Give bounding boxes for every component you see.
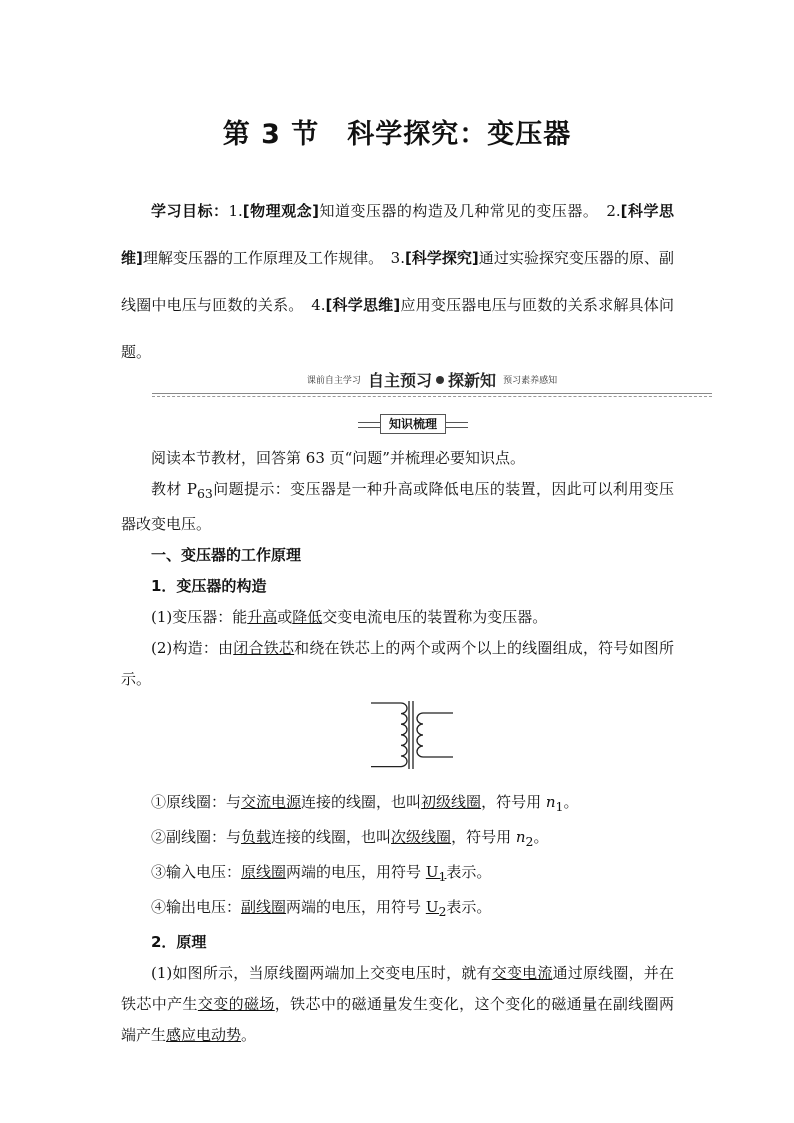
banner-dashed-rule	[152, 396, 712, 397]
banner-title-2: 探新知	[448, 371, 497, 390]
knowledge-tag	[358, 414, 468, 434]
coil2-e: ，符号用	[451, 828, 516, 846]
coil2-end: 。	[533, 828, 549, 846]
coil2-a: ②副线圈：与	[151, 828, 242, 846]
coil4-c: 两端的电压，用符号	[286, 898, 426, 916]
coil1-a: ①原线圈：与	[151, 793, 242, 811]
banner-rule	[152, 393, 712, 394]
banner-right-text: 预习素养感知	[503, 376, 558, 386]
output-voltage-item	[121, 892, 674, 927]
hint-text: 问题提示：变压器是一种升高或降低电压的装置，因此可以利用变压器改变电压。	[121, 480, 674, 533]
learning-goals	[121, 188, 674, 376]
coil1-subscript: 1	[555, 799, 564, 814]
coil4-a: ④输出电压：	[151, 898, 242, 916]
banner-content	[152, 368, 712, 391]
coil2-b-underlined: 负载	[241, 828, 272, 846]
section-banner	[152, 368, 712, 400]
coil2-symbol: n	[515, 828, 526, 846]
goals-label: 学习目标：	[151, 202, 229, 220]
coil2-c: 连接的线圈，也叫	[271, 828, 392, 846]
page-title: 第 3 节 科学探究：变压器	[222, 119, 572, 150]
coil4-end: 表示。	[446, 898, 492, 916]
p1-c: 或	[277, 608, 293, 626]
secondary-coil-item	[121, 822, 674, 857]
goal-1-text: 知道变压器的构造及几种常见的变压器。	[318, 202, 607, 220]
goal-4-tag: [科学思维]	[325, 296, 401, 314]
p3-d-underlined: 交变的磁场	[197, 995, 275, 1013]
coil3-a: ③输入电压：	[151, 863, 242, 881]
banner-title-1: 自主预习	[367, 371, 432, 390]
goal-2-text: 理解变压器的工作原理及工作规律。	[142, 249, 391, 267]
p3-g: 。	[241, 1026, 257, 1044]
p1-b-underlined: 升高	[247, 608, 278, 626]
coil1-e: ，符号用	[481, 793, 546, 811]
goal-2-number: 2.	[606, 202, 621, 220]
goal-4-text: 应用变压器电压与匝数的关系求解具体问题。	[121, 296, 674, 361]
primary-coil-item	[121, 787, 674, 822]
transformer-symbol-figure	[121, 695, 674, 787]
goal-1-tag: [物理观念]	[242, 202, 319, 220]
goal-2-tag: [科学思维]	[121, 202, 674, 267]
section-heading-1: 一、变压器的工作原理	[151, 546, 302, 564]
intro-paragraph: 阅读本节教材，回答第 63 页“问题”并梳理必要知识点。	[151, 449, 525, 467]
coil4-subscript: 2	[438, 904, 447, 919]
goal-1-number: 1.	[228, 202, 243, 220]
p1-a: (1)变压器：能	[151, 608, 248, 626]
hint-subscript: 63	[196, 486, 213, 501]
goal-3-text: 通过实验探究变压器的原、副线圈中电压与匝数的关系。	[121, 249, 674, 314]
p2-b-underlined: 闭合铁芯	[233, 639, 295, 657]
subheading-principle: 2．原理	[151, 933, 207, 951]
coil1-symbol: n	[545, 793, 556, 811]
coil3-subscript: 1	[438, 869, 447, 884]
p1-d-underlined: 降低	[292, 608, 323, 626]
transformer-symbol-icon	[371, 699, 461, 771]
goal-3-tag: [科学探究]	[404, 249, 479, 267]
p3-a: (1)如图所示，当原线圈两端加上交变电压时，就有	[151, 964, 492, 982]
tag-label: 知识梳理	[380, 414, 446, 434]
hint-prefix: 教材 P	[151, 480, 197, 498]
body-text	[121, 443, 674, 1051]
coil3-symbol-wrapper	[425, 863, 447, 884]
paragraph-transformer-def	[121, 602, 674, 633]
coil3-symbol: U	[425, 863, 439, 881]
coil4-b-underlined: 副线圈	[241, 898, 287, 916]
p2-a: (2)构造：由	[151, 639, 234, 657]
coil1-b-underlined: 交流电源	[241, 793, 302, 811]
subheading-structure: 1．变压器的构造	[151, 577, 267, 595]
coil1-c: 连接的线圈，也叫	[301, 793, 422, 811]
hint-paragraph	[121, 474, 674, 540]
banner-dot-icon	[436, 376, 444, 384]
coil2-subscript: 2	[525, 834, 534, 849]
coil3-end: 表示。	[446, 863, 492, 881]
goal-4-number: 4.	[311, 296, 326, 314]
p1-e: 交变电流电压的装置称为变压器。	[322, 608, 548, 626]
paragraph-principle	[121, 958, 674, 1051]
paragraph-structure	[121, 633, 674, 695]
banner-left-text: 课前自主学习	[306, 376, 361, 386]
p3-c: 通过原线圈，并在铁芯中产生	[121, 964, 674, 1013]
input-voltage-item	[121, 857, 674, 892]
goal-3-number: 3.	[390, 249, 405, 267]
coil3-c: 两端的电压，用符号	[286, 863, 426, 881]
coil2-d-underlined: 次级线圈	[391, 828, 452, 846]
coil1-end: 。	[563, 793, 579, 811]
p3-f-underlined: 感应电动势	[166, 1026, 242, 1044]
coil4-symbol: U	[425, 898, 439, 916]
p3-e: ，铁芯中的磁通量发生变化，这个变化的磁通量在副线圈两端产生	[121, 995, 674, 1044]
coil4-symbol-wrapper	[425, 898, 447, 919]
coil1-d-underlined: 初级线圈	[421, 793, 482, 811]
coil3-b-underlined: 原线圈	[241, 863, 287, 881]
p3-b-underlined: 交变电流	[491, 964, 553, 982]
p2-c: 和绕在铁芯上的两个或两个以上的线圈组成，符号如图所示。	[121, 639, 674, 688]
